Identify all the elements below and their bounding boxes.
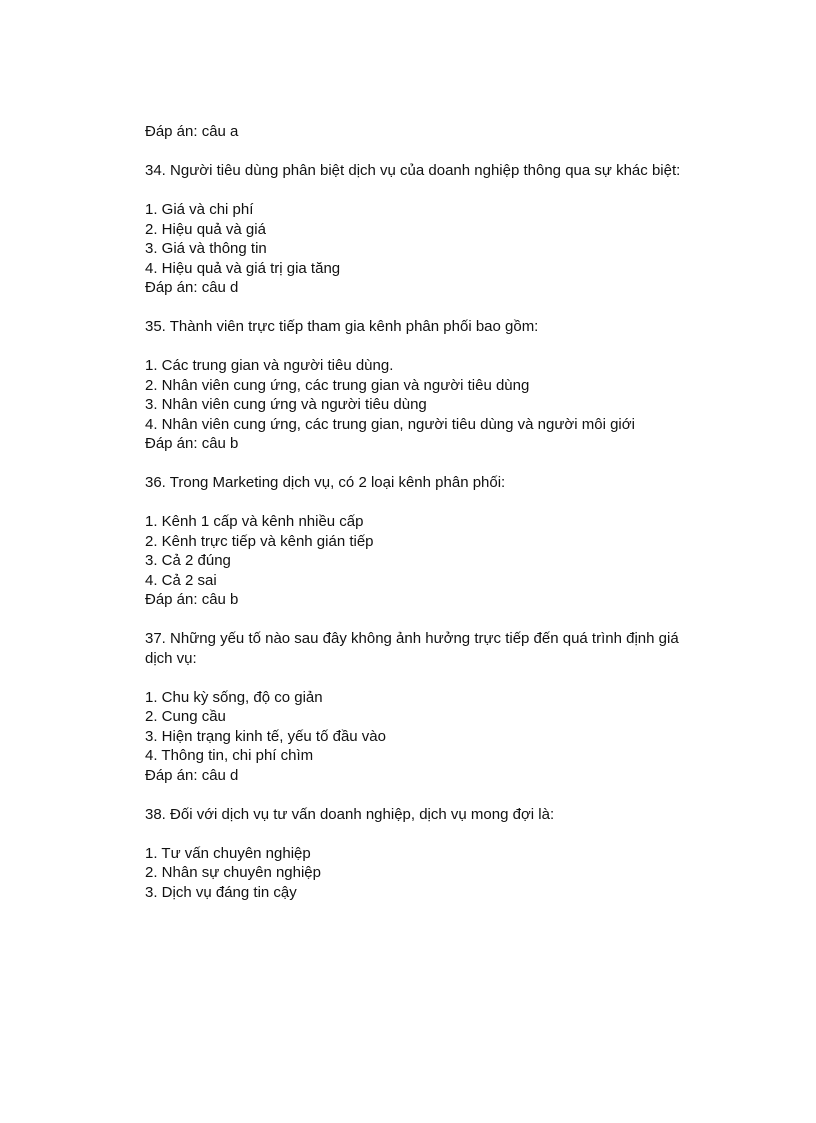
option-item: 3. Dịch vụ đáng tin cậy — [145, 883, 297, 901]
option-item: 4. Hiệu quả và giá trị gia tăng — [145, 259, 341, 277]
option-item: 4. Nhân viên cung ứng, các trung gian, người tiêu dùng và người môi giới — [145, 415, 635, 433]
question-text: 34. Người tiêu dùng phân biệt dịch vụ của doanh nghiệp thông qua sự khác biệt: — [145, 162, 681, 179]
option-item: 3. Giá và thông tin — [145, 240, 267, 257]
option-list — [145, 200, 705, 278]
option-item: 2. Nhân viên cung ứng, các trung gian và người tiêu dùng — [145, 376, 530, 394]
question-block — [145, 629, 705, 785]
option-item: 1. Kênh 1 cấp và kênh nhiều cấp — [145, 513, 364, 530]
question-block — [145, 473, 705, 610]
option-item: 3. Nhân viên cung ứng và người tiêu dùng — [145, 396, 427, 413]
option-list — [145, 512, 705, 590]
option-item: 2. Nhân sự chuyên nghiệp — [145, 864, 321, 881]
option-item: 1. Các trung gian và người tiêu dùng. — [145, 357, 394, 374]
question-text: 35. Thành viên trực tiếp tham gia kênh phân phối bao gồm: — [145, 318, 539, 335]
option-list — [145, 688, 705, 766]
option-item: 4. Cả 2 sai — [145, 571, 217, 589]
question-block — [145, 317, 705, 454]
answer-line: Đáp án: câu d — [145, 279, 239, 296]
question-text: 36. Trong Marketing dịch vụ, có 2 loại kênh phân phối: — [145, 474, 506, 491]
option-item: 1. Tư vấn chuyên nghiệp — [145, 844, 311, 862]
option-item: 2. Cung cầu — [145, 708, 226, 725]
option-item: 2. Hiệu quả và giá — [145, 220, 266, 238]
option-item: 1. Chu kỳ sống, độ co giản — [145, 688, 323, 706]
option-item: 3. Hiện trạng kinh tế, yếu tố đầu vào — [145, 727, 386, 745]
answer-line: Đáp án: câu b — [145, 435, 239, 452]
answer-line: Đáp án: câu b — [145, 591, 239, 608]
answer-line: Đáp án: câu a — [145, 123, 239, 140]
option-item: 4. Thông tin, chi phí chìm — [145, 747, 314, 764]
question-block — [145, 161, 705, 298]
question-block — [145, 805, 705, 903]
option-list — [145, 844, 705, 903]
option-item: 2. Kênh trực tiếp và kênh gián tiếp — [145, 532, 374, 550]
question-text: 37. Những yếu tố nào sau đây không ảnh hưởng trực tiếp đến quá trình định giá dịch vụ: — [145, 630, 679, 667]
option-item: 1. Giá và chi phí — [145, 201, 254, 218]
question-text: 38. Đối với dịch vụ tư vấn doanh nghiệp, dịch vụ mong đợi là: — [145, 805, 555, 823]
option-list — [145, 356, 705, 434]
answer-line: Đáp án: câu d — [145, 766, 239, 784]
document-page — [145, 122, 705, 902]
option-item: 3. Cả 2 đúng — [145, 552, 231, 569]
